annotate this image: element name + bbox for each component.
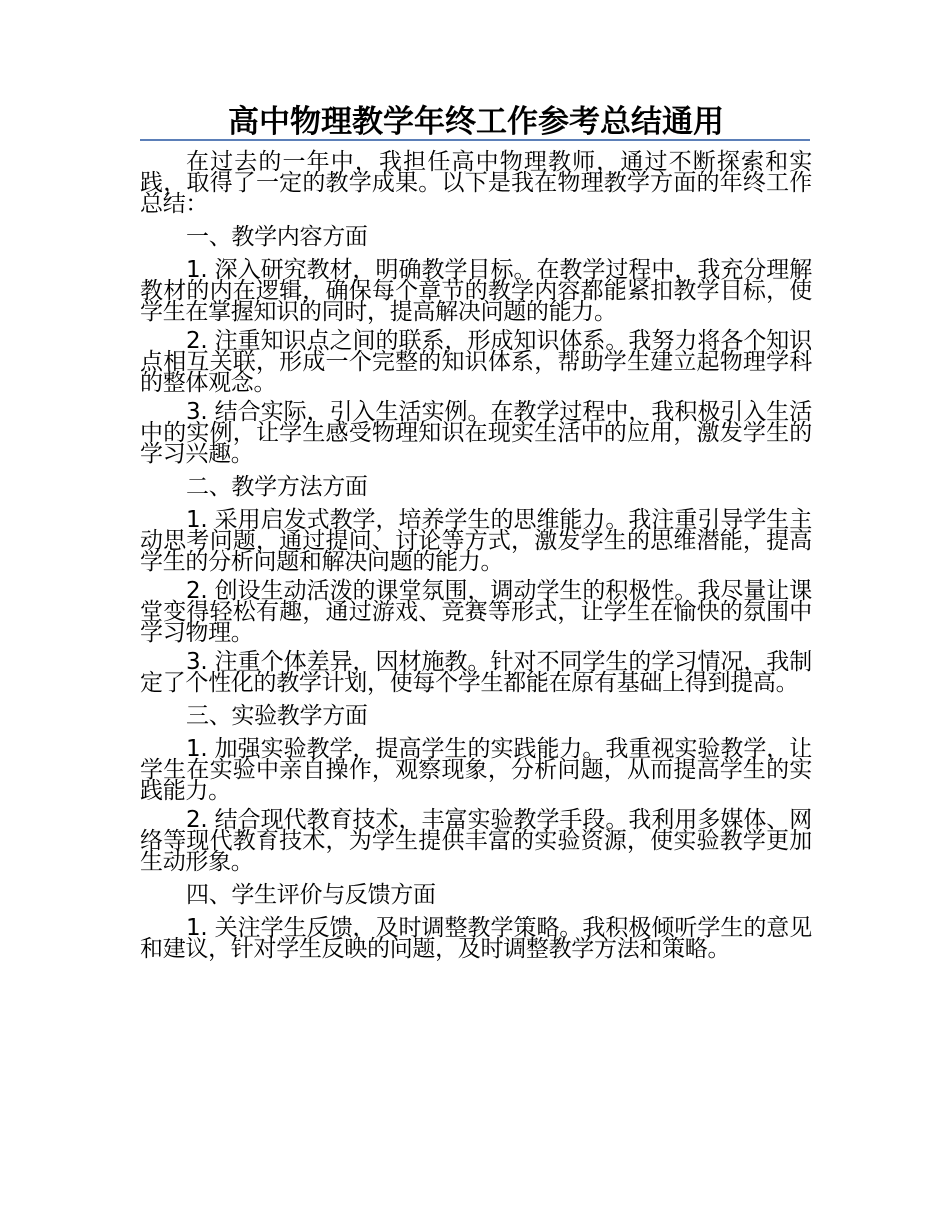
- paragraph: 1. 采用启发式教学，培养学生的思维能力。我注重引导学生主动思考问题，通过提问、讨论等方式，激发学生的思维潜能，提高学生的分析问题和解决问题的能力。: [140, 507, 812, 575]
- document-body: [140, 149, 812, 968]
- paragraph: 3. 注重个体差异，因材施教。针对不同学生的学习情况，我制定了个性化的教学计划，使每个学生都能在原有基础上得到提高。: [140, 649, 812, 696]
- section-heading-student-evaluation: 四、学生评价与反馈方面: [186, 882, 436, 908]
- document-title: 高中物理教学年终工作参考总结通用: [228, 104, 724, 140]
- intro-paragraph: 在过去的一年中，我担任高中物理教师，通过不断探索和实践，取得了一定的教学成果。以下是我在物理教学方面的年终工作总结：: [140, 149, 812, 217]
- title-underline: [140, 139, 810, 141]
- paragraph: 2. 创设生动活泼的课堂氛围，调动学生的积极性。我尽量让课堂变得轻松有趣，通过游戏、竞赛等形式，让学生在愉快的氛围中学习物理。: [140, 578, 812, 646]
- section-heading-teaching-content: 一、教学内容方面: [186, 224, 368, 250]
- paragraph: 1. 关注学生反馈，及时调整教学策略。我积极倾听学生的意见和建议，针对学生反映的问题，及时调整教学方法和策略。: [140, 915, 812, 962]
- paragraph: 2. 注重知识点之间的联系，形成知识体系。我努力将各个知识点相互关联，形成一个完整的知识体系，帮助学生建立起物理学科的整体观念。: [140, 328, 812, 396]
- paragraph: 2. 结合现代教育技术，丰富实验教学手段。我利用多媒体、网络等现代教育技术，为学生提供丰富的实验资源，使实验教学更加生动形象。: [140, 807, 812, 875]
- paragraph: 3. 结合实际，引入生活实例。在教学过程中，我积极引入生活中的实例，让学生感受物理知识在现实生活中的应用，激发学生的学习兴趣。: [140, 399, 812, 467]
- section-heading-teaching-methods: 二、教学方法方面: [186, 474, 368, 500]
- section-heading-experiment-teaching: 三、实验教学方面: [186, 703, 368, 729]
- paragraph: 1. 加强实验教学，提高学生的实践能力。我重视实验教学，让学生在实验中亲自操作，观察现象，分析问题，从而提高学生的实践能力。: [140, 736, 812, 804]
- paragraph: 1. 深入研究教材，明确教学目标。在教学过程中，我充分理解教材的内在逻辑，确保每个章节的教学内容都能紧扣教学目标，使学生在掌握知识的同时，提高解决问题的能力。: [140, 257, 812, 325]
